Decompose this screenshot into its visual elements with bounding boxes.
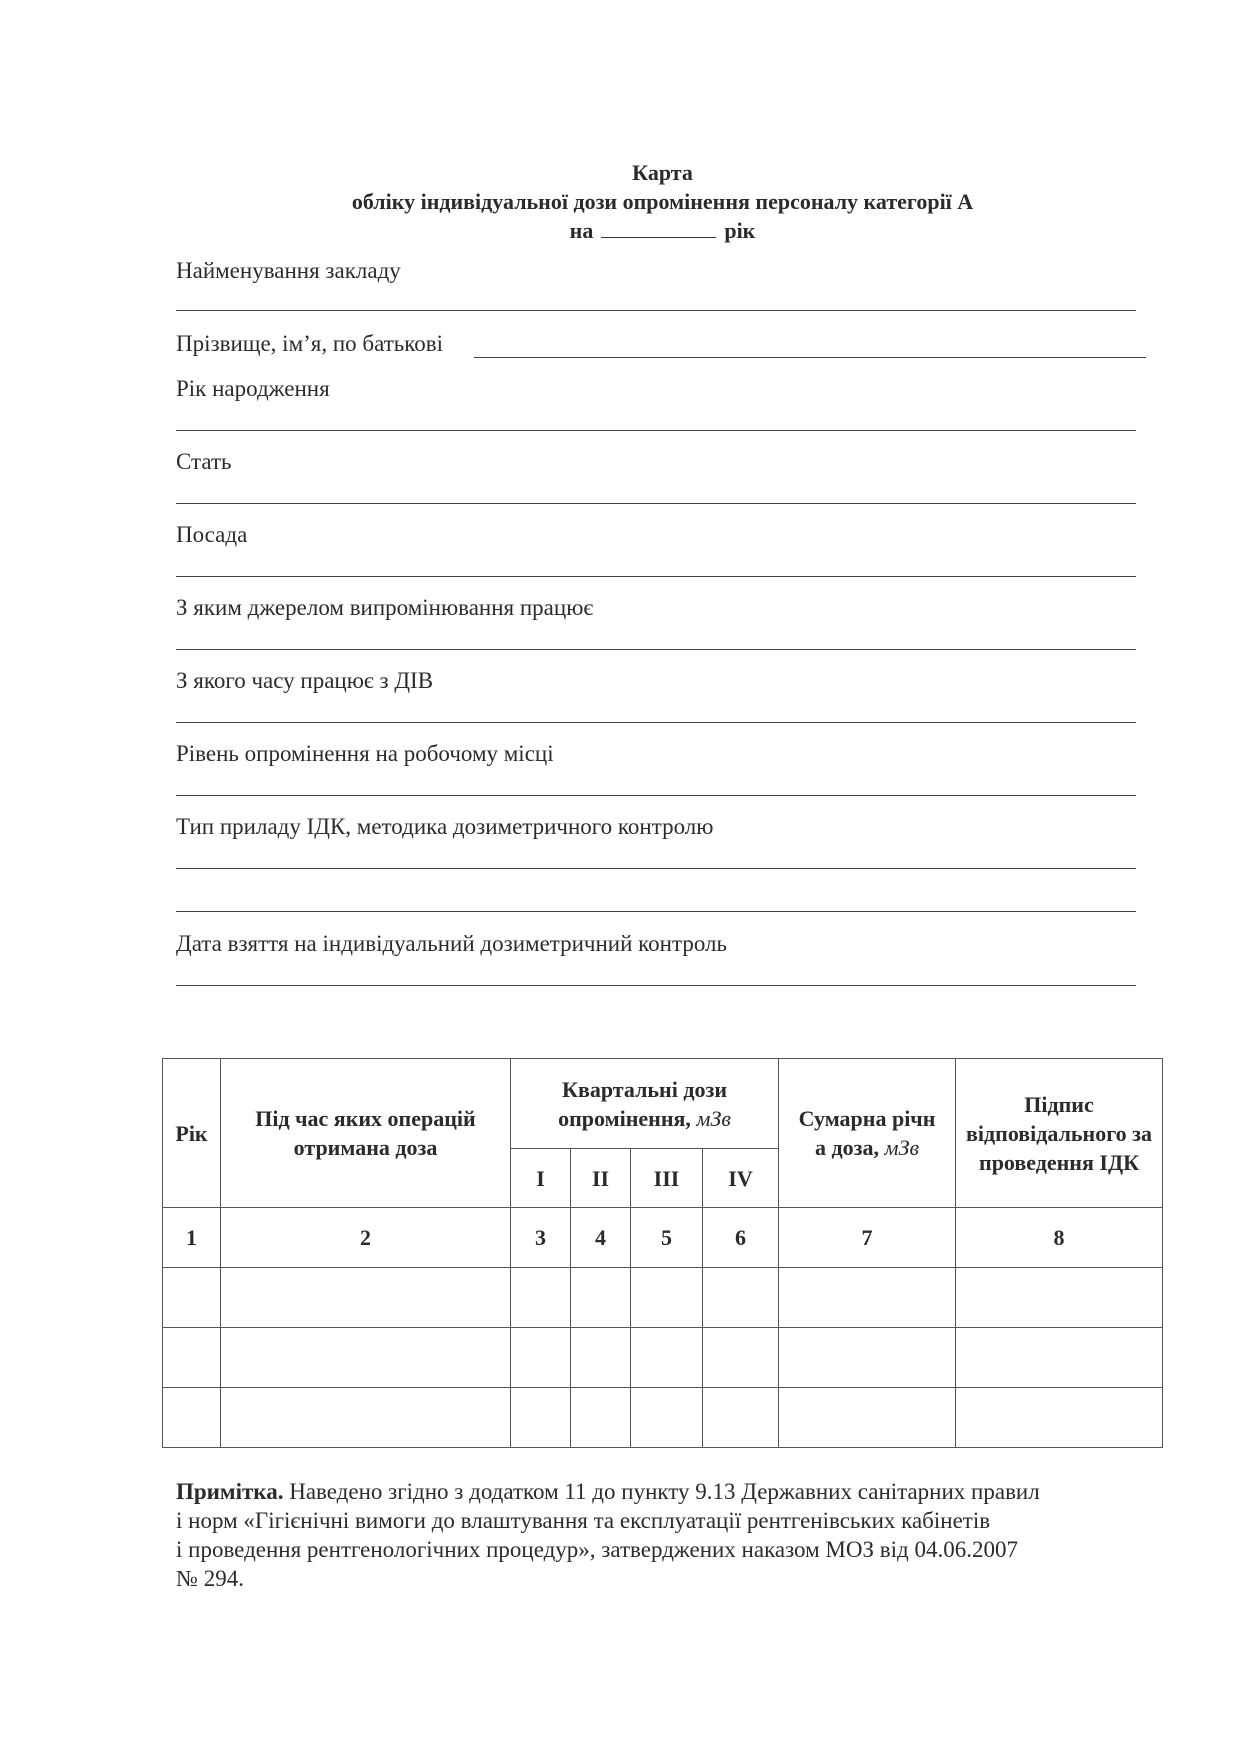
header-q2: II xyxy=(571,1149,631,1208)
radiation-source-label: З яким джерелом випромінювання працює xyxy=(176,595,594,620)
header-annual xyxy=(779,1059,956,1208)
table-cell[interactable] xyxy=(956,1328,1163,1388)
device-type-line-1[interactable] xyxy=(176,868,1136,869)
column-number: 7 xyxy=(779,1208,956,1268)
table-cell[interactable] xyxy=(571,1388,631,1448)
header-quarterly xyxy=(511,1059,779,1149)
column-number: 1 xyxy=(163,1208,221,1268)
institution-line[interactable] xyxy=(176,310,1136,311)
header-signature: Підпис відповідального за проведення ІДК xyxy=(956,1059,1163,1208)
column-number: 8 xyxy=(956,1208,1163,1268)
sex-label: Стать xyxy=(176,449,232,474)
full-name-line[interactable] xyxy=(474,357,1146,358)
table-cell[interactable] xyxy=(511,1268,571,1328)
header-q3: III xyxy=(631,1149,703,1208)
title-line-2: обліку індивідуальної дози опромінення персоналу категорії А xyxy=(351,189,974,214)
table-row xyxy=(163,1268,1163,1328)
work-since-label: З якого часу працює з ДІВ xyxy=(176,668,434,693)
control-date-line[interactable] xyxy=(176,985,1136,986)
table-cell[interactable] xyxy=(703,1328,779,1388)
device-type-label: Тип приладу ІДК, методика дозиметричного контролю xyxy=(176,814,714,839)
table-cell[interactable] xyxy=(703,1268,779,1328)
table-cell[interactable] xyxy=(511,1388,571,1448)
device-type-line-2[interactable] xyxy=(176,911,1136,912)
work-since-line[interactable] xyxy=(176,722,1136,723)
birth-year-line[interactable] xyxy=(176,430,1136,431)
header-quarterly-unit: мЗв xyxy=(696,1105,731,1131)
table-cell[interactable] xyxy=(956,1388,1163,1448)
table-cell[interactable] xyxy=(163,1268,221,1328)
table-cell[interactable] xyxy=(956,1268,1163,1328)
control-date-label: Дата взяття на індивідуальний дозиметричний контроль xyxy=(176,931,727,956)
table-row xyxy=(163,1328,1163,1388)
radiation-source-line[interactable] xyxy=(176,649,1136,650)
table-cell[interactable] xyxy=(571,1268,631,1328)
table-cell[interactable] xyxy=(779,1268,956,1328)
table-cell[interactable] xyxy=(221,1328,511,1388)
header-q1: I xyxy=(511,1149,571,1208)
title-year-prefix: на xyxy=(569,218,594,243)
table-cell[interactable] xyxy=(221,1388,511,1448)
header-year: Рік xyxy=(163,1059,221,1208)
note-line-2: і норм «Гігієнічні вимоги до влаштування та експлуатації рентгенівських кабінетів xyxy=(176,1508,991,1533)
exposure-level-label: Рівень опромінення на робочому місці xyxy=(176,741,554,766)
position-line[interactable] xyxy=(176,576,1136,577)
note-line-4: № 294. xyxy=(176,1566,244,1591)
table-cell[interactable] xyxy=(163,1388,221,1448)
table-cell[interactable] xyxy=(221,1268,511,1328)
header-quarterly-line-1: Квартальні дози xyxy=(562,1076,727,1102)
birth-year-label: Рік народження xyxy=(176,376,330,401)
header-annual-line-2: а доза, xyxy=(815,1135,880,1160)
header-annual-unit: мЗв xyxy=(884,1135,920,1160)
note-label: Примітка. xyxy=(176,1479,284,1504)
header-row xyxy=(163,1059,1163,1149)
header-quarterly-line-2: опромінення, xyxy=(558,1105,691,1131)
title-year-suffix: рік xyxy=(724,218,756,243)
note-line-1 xyxy=(176,1477,1176,1506)
document-title xyxy=(0,158,1240,245)
exposure-level-line[interactable] xyxy=(176,795,1136,796)
table-cell[interactable] xyxy=(631,1328,703,1388)
position-label: Посада xyxy=(176,522,248,547)
table-cell[interactable] xyxy=(703,1388,779,1448)
note-text-1: Наведено згідно з додатком 11 до пункту 9.13 Державних санітарних правил xyxy=(289,1479,1040,1504)
table-cell[interactable] xyxy=(571,1328,631,1388)
column-number: 5 xyxy=(631,1208,703,1268)
note-block xyxy=(176,1477,1176,1593)
sex-line[interactable] xyxy=(176,503,1136,504)
header-q4: IV xyxy=(703,1149,779,1208)
table-row xyxy=(163,1388,1163,1448)
table-cell[interactable] xyxy=(779,1328,956,1388)
column-number: 3 xyxy=(511,1208,571,1268)
full-name-label: Прізвище, ім’я, по батькові xyxy=(176,331,444,356)
table-cell[interactable] xyxy=(511,1328,571,1388)
column-number: 6 xyxy=(703,1208,779,1268)
table-cell[interactable] xyxy=(631,1268,703,1328)
table-cell[interactable] xyxy=(631,1388,703,1448)
institution-label: Найменування закладу xyxy=(176,258,401,283)
dose-table xyxy=(162,1058,1163,1448)
column-number: 4 xyxy=(571,1208,631,1268)
title-line-3 xyxy=(0,216,1240,245)
year-input-blank[interactable] xyxy=(601,219,716,238)
table-cell[interactable] xyxy=(163,1328,221,1388)
column-number: 2 xyxy=(221,1208,511,1268)
title-line-1: Карта xyxy=(632,160,693,185)
table-cell[interactable] xyxy=(779,1388,956,1448)
header-operations: Під час яких операцій отримана доза xyxy=(221,1059,511,1208)
header-annual-line-1: Сумарна річн xyxy=(798,1106,936,1131)
note-line-3: і проведення рентгенологічних процедур», затверджених наказом МОЗ від 04.06.2007 xyxy=(176,1537,1018,1562)
column-number-row xyxy=(163,1208,1163,1268)
